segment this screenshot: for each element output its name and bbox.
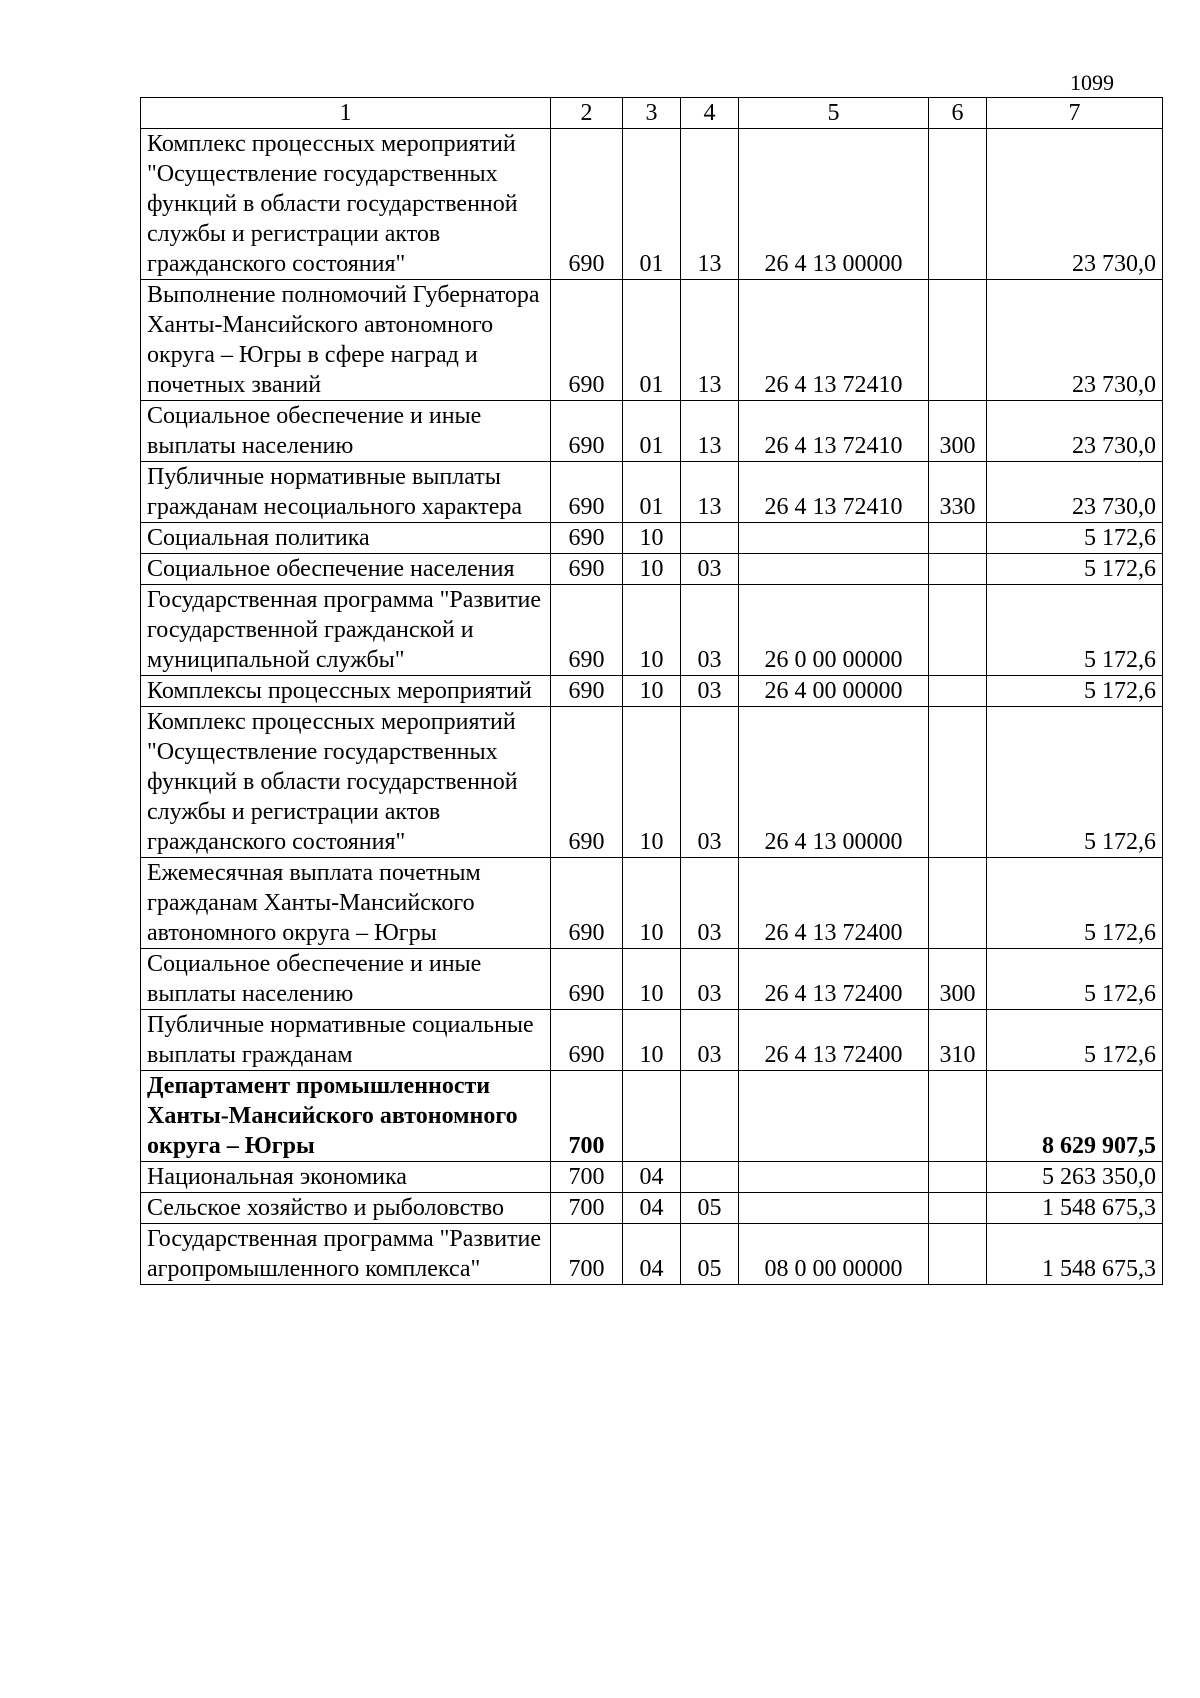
table-row: [141, 1193, 1163, 1224]
table-row: [141, 1162, 1163, 1193]
row-subsection-cell: 05: [681, 1193, 739, 1224]
table-row: [141, 1224, 1163, 1285]
row-amount-cell: 8 629 907,5: [987, 1071, 1163, 1162]
row-amount-cell: 5 172,6: [987, 523, 1163, 554]
row-subsection-cell: 13: [681, 401, 739, 462]
row-expense-type-cell: 330: [929, 462, 987, 523]
row-code-cell: 700: [551, 1071, 623, 1162]
header-col-2: 2: [551, 98, 623, 129]
table-row: [141, 554, 1163, 585]
header-col-6: 6: [929, 98, 987, 129]
row-code-cell: 690: [551, 676, 623, 707]
row-name-cell: Публичные нормативные выплаты гражданам несоциального характера: [141, 462, 551, 523]
table-row: [141, 462, 1163, 523]
row-target-article-cell: [739, 1071, 929, 1162]
row-amount-cell: 1 548 675,3: [987, 1193, 1163, 1224]
row-target-article-cell: 08 0 00 00000: [739, 1224, 929, 1285]
table-row: [141, 676, 1163, 707]
row-expense-type-cell: [929, 1193, 987, 1224]
row-amount-cell: 5 263 350,0: [987, 1162, 1163, 1193]
row-name-cell: Национальная экономика: [141, 1162, 551, 1193]
row-section-cell: 10: [623, 676, 681, 707]
row-subsection-cell: [681, 523, 739, 554]
row-name-cell: Комплекс процессных мероприятий "Осуществление государственных функций в области государственной службы и регистрации актов гражданского состояния": [141, 129, 551, 280]
row-code-cell: 690: [551, 462, 623, 523]
row-amount-cell: 5 172,6: [987, 585, 1163, 676]
row-target-article-cell: 26 4 13 72410: [739, 462, 929, 523]
row-name-cell: Социальная политика: [141, 523, 551, 554]
row-subsection-cell: 03: [681, 949, 739, 1010]
row-name-cell: Государственная программа "Развитие государственной гражданской и муниципальной службы": [141, 585, 551, 676]
row-target-article-cell: [739, 523, 929, 554]
row-target-article-cell: [739, 1193, 929, 1224]
row-code-cell: 690: [551, 707, 623, 858]
row-expense-type-cell: [929, 707, 987, 858]
row-subsection-cell: 03: [681, 554, 739, 585]
row-subsection-cell: 03: [681, 858, 739, 949]
row-section-cell: [623, 1071, 681, 1162]
row-subsection-cell: 05: [681, 1224, 739, 1285]
row-amount-cell: 23 730,0: [987, 462, 1163, 523]
row-amount-cell: 5 172,6: [987, 949, 1163, 1010]
row-code-cell: 690: [551, 523, 623, 554]
row-target-article-cell: 26 4 13 00000: [739, 129, 929, 280]
row-code-cell: 690: [551, 949, 623, 1010]
header-col-3: 3: [623, 98, 681, 129]
row-target-article-cell: 26 4 00 00000: [739, 676, 929, 707]
table-row: [141, 707, 1163, 858]
row-section-cell: 01: [623, 280, 681, 401]
row-target-article-cell: 26 4 13 72400: [739, 1010, 929, 1071]
row-name-cell: Департамент промышленности Ханты-Мансийского автономного округа – Югры: [141, 1071, 551, 1162]
row-section-cell: 10: [623, 585, 681, 676]
row-code-cell: 690: [551, 1010, 623, 1071]
row-name-cell: Ежемесячная выплата почетным гражданам Ханты-Мансийского автономного округа – Югры: [141, 858, 551, 949]
row-section-cell: 10: [623, 1010, 681, 1071]
row-section-cell: 04: [623, 1193, 681, 1224]
table-body: [141, 129, 1163, 1285]
row-expense-type-cell: 300: [929, 949, 987, 1010]
row-subsection-cell: [681, 1071, 739, 1162]
table-row: [141, 280, 1163, 401]
row-amount-cell: 5 172,6: [987, 1010, 1163, 1071]
row-amount-cell: 23 730,0: [987, 129, 1163, 280]
row-code-cell: 700: [551, 1193, 623, 1224]
row-expense-type-cell: 310: [929, 1010, 987, 1071]
row-target-article-cell: 26 4 13 72400: [739, 949, 929, 1010]
row-code-cell: 690: [551, 401, 623, 462]
row-amount-cell: 23 730,0: [987, 401, 1163, 462]
row-expense-type-cell: [929, 280, 987, 401]
row-section-cell: 01: [623, 129, 681, 280]
row-name-cell: Сельское хозяйство и рыболовство: [141, 1193, 551, 1224]
row-subsection-cell: [681, 1162, 739, 1193]
row-expense-type-cell: [929, 1071, 987, 1162]
row-expense-type-cell: [929, 1224, 987, 1285]
table-row: [141, 1010, 1163, 1071]
table-row: [141, 858, 1163, 949]
row-section-cell: 10: [623, 858, 681, 949]
row-section-cell: 04: [623, 1162, 681, 1193]
row-expense-type-cell: [929, 585, 987, 676]
row-section-cell: 01: [623, 462, 681, 523]
header-col-1: 1: [141, 98, 551, 129]
row-target-article-cell: 26 4 13 72410: [739, 280, 929, 401]
row-expense-type-cell: [929, 858, 987, 949]
table-row: [141, 1071, 1163, 1162]
row-name-cell: Социальное обеспечение и иные выплаты населению: [141, 949, 551, 1010]
row-name-cell: Социальное обеспечение населения: [141, 554, 551, 585]
row-name-cell: Выполнение полномочий Губернатора Ханты-Мансийского автономного округа – Югры в сфере наград и почетных званий: [141, 280, 551, 401]
row-target-article-cell: [739, 1162, 929, 1193]
table-row: [141, 949, 1163, 1010]
row-subsection-cell: 03: [681, 585, 739, 676]
row-target-article-cell: 26 4 13 72410: [739, 401, 929, 462]
row-name-cell: Комплексы процессных мероприятий: [141, 676, 551, 707]
row-subsection-cell: 13: [681, 280, 739, 401]
row-subsection-cell: 03: [681, 707, 739, 858]
row-target-article-cell: 26 4 13 00000: [739, 707, 929, 858]
row-section-cell: 10: [623, 949, 681, 1010]
row-code-cell: 690: [551, 554, 623, 585]
table-row: [141, 523, 1163, 554]
row-amount-cell: 5 172,6: [987, 707, 1163, 858]
header-col-7: 7: [987, 98, 1163, 129]
row-target-article-cell: 26 0 00 00000: [739, 585, 929, 676]
header-col-5: 5: [739, 98, 929, 129]
budget-table: [140, 97, 1163, 1285]
table-row: [141, 401, 1163, 462]
row-amount-cell: 23 730,0: [987, 280, 1163, 401]
row-amount-cell: 5 172,6: [987, 858, 1163, 949]
row-expense-type-cell: [929, 129, 987, 280]
table-row: [141, 585, 1163, 676]
row-section-cell: 04: [623, 1224, 681, 1285]
row-name-cell: Социальное обеспечение и иные выплаты населению: [141, 401, 551, 462]
row-code-cell: 690: [551, 858, 623, 949]
header-col-4: 4: [681, 98, 739, 129]
row-subsection-cell: 13: [681, 462, 739, 523]
table-row: [141, 129, 1163, 280]
row-code-cell: 690: [551, 129, 623, 280]
row-expense-type-cell: [929, 523, 987, 554]
row-name-cell: Государственная программа "Развитие агропромышленного комплекса": [141, 1224, 551, 1285]
row-subsection-cell: 03: [681, 676, 739, 707]
row-section-cell: 01: [623, 401, 681, 462]
row-section-cell: 10: [623, 707, 681, 858]
row-section-cell: 10: [623, 523, 681, 554]
row-expense-type-cell: [929, 1162, 987, 1193]
row-expense-type-cell: [929, 554, 987, 585]
row-amount-cell: 5 172,6: [987, 554, 1163, 585]
row-expense-type-cell: [929, 676, 987, 707]
row-section-cell: 10: [623, 554, 681, 585]
row-amount-cell: 1 548 675,3: [987, 1224, 1163, 1285]
row-code-cell: 690: [551, 585, 623, 676]
row-target-article-cell: [739, 554, 929, 585]
row-name-cell: Комплекс процессных мероприятий "Осуществление государственных функций в области государственной службы и регистрации актов гражданского состояния": [141, 707, 551, 858]
row-code-cell: 700: [551, 1162, 623, 1193]
row-subsection-cell: 03: [681, 1010, 739, 1071]
header-row: [141, 98, 1163, 129]
row-expense-type-cell: 300: [929, 401, 987, 462]
row-code-cell: 700: [551, 1224, 623, 1285]
row-subsection-cell: 13: [681, 129, 739, 280]
row-code-cell: 690: [551, 280, 623, 401]
page-number: 1099: [1070, 70, 1114, 95]
row-target-article-cell: 26 4 13 72400: [739, 858, 929, 949]
row-name-cell: Публичные нормативные социальные выплаты гражданам: [141, 1010, 551, 1071]
row-amount-cell: 5 172,6: [987, 676, 1163, 707]
